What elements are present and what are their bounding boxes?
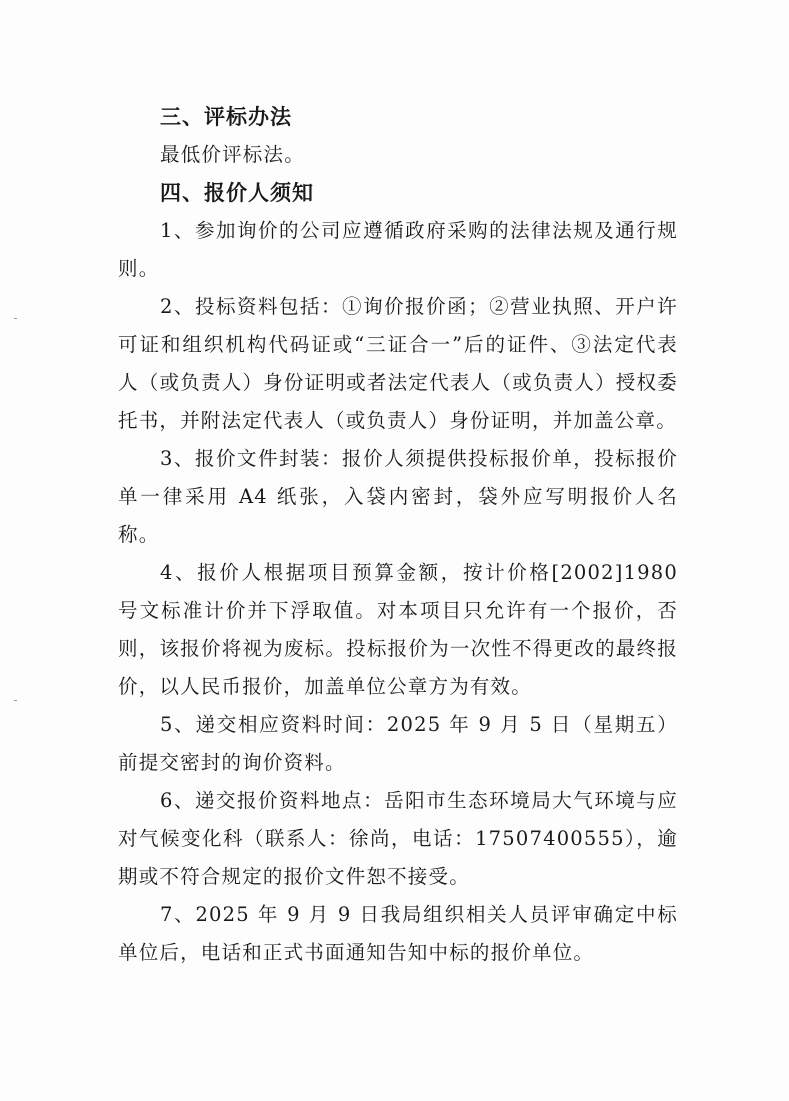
paragraph-item-5: 5、递交相应资料时间：2025 年 9 月 5 日（星期五）前提交密封的询价资料。	[118, 713, 678, 774]
scan-margin-mark	[14, 318, 17, 319]
paragraph-item-2: 2、投标资料包括：①询价报价函；②营业执照、开户许可证和组织机构代码证或“三证合一”后的证件、③法定代表人（或负责人）身份证明或者法定代表人（或负责人）授权委托书，并附法定代表人（或负责人）身份证明，并加盖公章。	[118, 295, 678, 432]
section-heading-bidder-notice: 四、报价人须知	[160, 181, 314, 205]
scan-margin-mark	[14, 700, 17, 701]
paragraph-item-3: 3、报价文件封装：报价人须提供投标报价单，投标报价单一律采用 A4 纸张，入袋内密封，袋外应写明报价人名称。	[118, 447, 678, 546]
paragraph-item-7: 7、2025 年 9 月 9 日我局组织相关人员评审确定中标单位后，电话和正式书面通知告知中标的报价单位。	[118, 903, 678, 964]
section-heading-evaluation: 三、评标办法	[160, 105, 292, 129]
paragraph-item-6: 6、递交报价资料地点：岳阳市生态环境局大气环境与应对气候变化科（联系人：徐尚，电话：17507400555），逾期或不符合规定的报价文件恕不接受。	[118, 789, 678, 888]
paragraph-item-1: 1、参加询价的公司应遵循政府采购的法律法规及通行规则。	[118, 219, 678, 280]
document-body	[118, 98, 678, 972]
paragraph-item-4: 4、报价人根据项目预算金额，按计价格[2002]1980 号文标准计价并下浮取值。对本项目只允许有一个报价，否则，该报价将视为废标。投标报价为一次性不得更改的最终报价，以人民币报价，加盖单位公章方为有效。	[118, 561, 678, 698]
paragraph-evaluation-method: 最低价评标法。	[160, 143, 305, 166]
